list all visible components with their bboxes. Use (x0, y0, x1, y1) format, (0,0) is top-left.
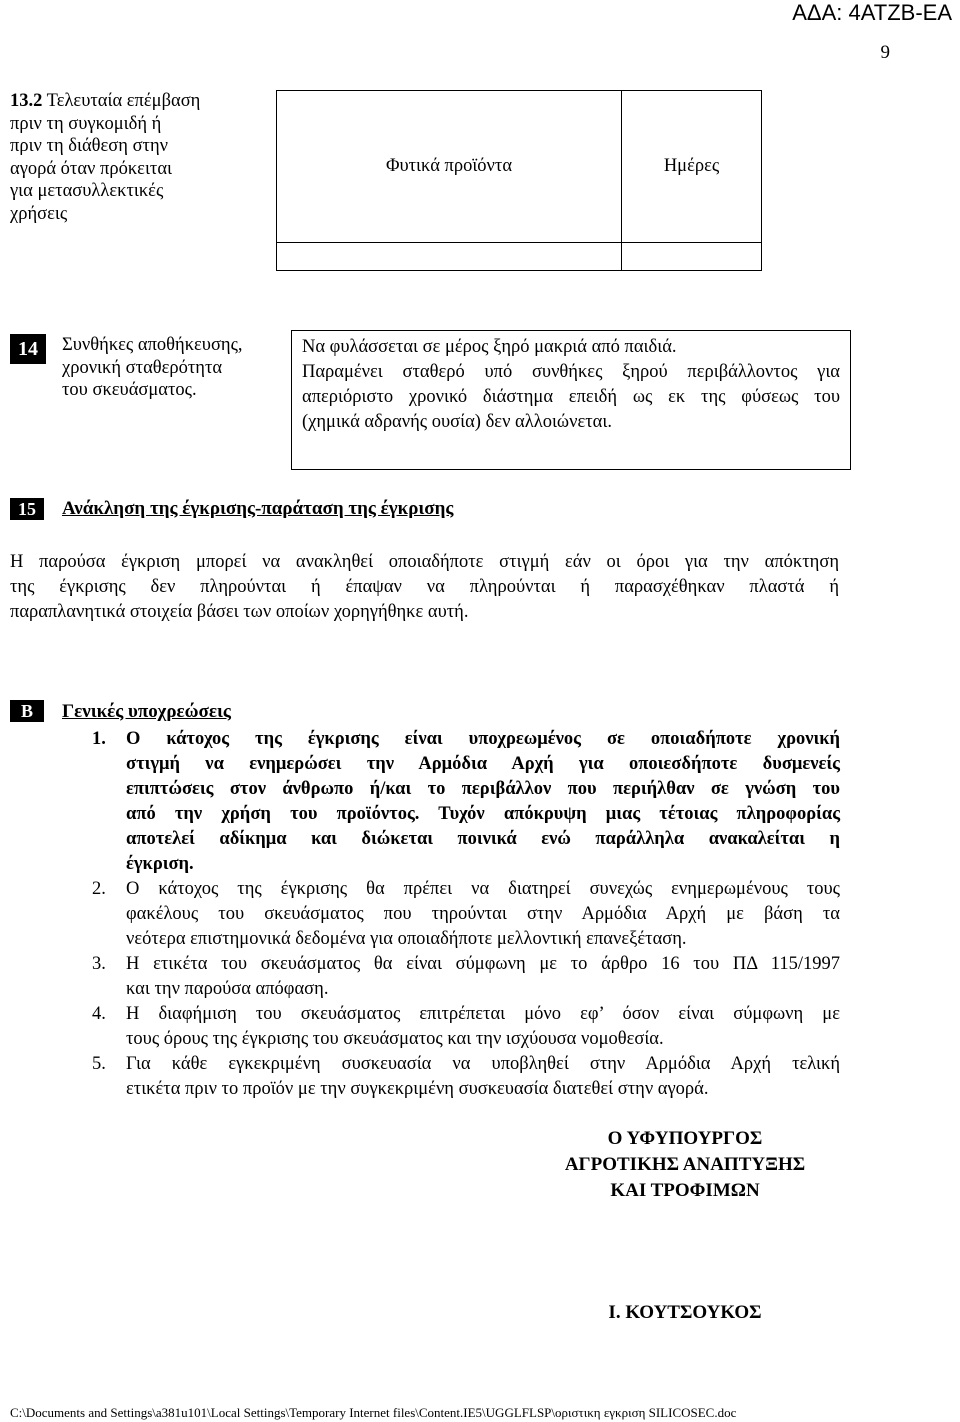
item-number: 4. (92, 1004, 106, 1024)
item-number: 5. (92, 1054, 106, 1074)
list-item (92, 1002, 840, 1052)
section-15-heading: Ανάκληση της έγκρισης-παράταση της έγκρισης (62, 498, 454, 519)
label-line: Συνθήκες αποθήκευσης, (62, 335, 243, 355)
section-number: 13.2 (10, 91, 43, 111)
item-number: 2. (92, 879, 106, 899)
section-15-paragraph (10, 550, 839, 625)
label-line: αγορά όταν πρόκειται (10, 158, 173, 179)
label-line: 13.2 Τελευταία επέμβαση (10, 91, 201, 111)
text-line: και την παρούσα απόφαση. (126, 979, 329, 999)
text-line: νεότερα επιστημονικά δεδομένα για οποιαδήποτε μελλοντική επανεξέταση. (126, 929, 687, 949)
section-14-number-box: 14 (10, 334, 46, 364)
section-b-letter-box: Β (10, 700, 44, 722)
table-cell (277, 243, 622, 271)
text-line: παραπλανητικά στοιχεία βάσει των οποίων χορηγήθηκε αυτή. (10, 602, 469, 622)
label-line: για μετασυλλεκτικές (10, 181, 164, 201)
signer-name: Ι. ΚΟΥΤΣΟΥΚΟΣ (608, 1302, 762, 1323)
text-line: ετικέτα πριν το προϊόν με την συγκεκριμένη συσκευασία διατεθεί στην αγορά. (126, 1079, 709, 1099)
title-line: ΚΑΙ ΤΡΟΦΙΜΩΝ (610, 1180, 760, 1201)
label-line: πριν τη διάθεση στην (10, 136, 169, 156)
table-cell (622, 243, 762, 271)
title-line: ΑΓΡΟΤΙΚΗΣ ΑΝΑΠΤΥΞΗΣ (564, 1154, 806, 1175)
plant-products-table (276, 90, 762, 271)
text-line: Ο κάτοχος της έγκρισης θα πρέπει να διατηρεί συνεχώς ενημερωμένους τους (126, 879, 840, 899)
text-line: Για κάθε εγκεκριμένη συσκευασία να υποβληθεί στην Αρμόδια Αρχή τελική (126, 1054, 840, 1074)
text-line: στιγμή να ενημερώσει την Αρμόδια Αρχή για οποιεσδήποτε δυσμενείς (126, 754, 840, 774)
label-line: του σκευάσματος. (62, 380, 197, 400)
title-line: Ο ΥΦΥΠΟΥΡΓΟΣ (607, 1128, 763, 1149)
text-line: Η παρούσα έγκριση μπορεί να ανακληθεί οποιαδήποτε στιγμή εάν οι όροι για την απόκτηση (10, 552, 839, 572)
label-line: πριν τη συγκομιδή ή (10, 113, 162, 134)
text-line: από την χρήση του προϊόντος. Τυχόν απόκρυψη μιας τέτοιας πληροφορίας (126, 804, 840, 824)
obligations-list (92, 727, 840, 1102)
text-line: επιπτώσεις στον άνθρωπο ή/και το περιβάλλον που περιήλθαν σε γνώση του (126, 779, 840, 799)
text-line: απεριόριστο χρονικό διάστημα επειδή ως εκ της φύσεως του (302, 387, 840, 407)
text-line: αποτελεί αδίκημα και διώκεται ποινικά ενώ παράλληλα ανακαλείται η (126, 829, 840, 849)
list-item (92, 727, 840, 877)
ada-code: ΑΔΑ: 4ΑΤΖΒ-ΕΑ (792, 0, 952, 25)
section-13-2-label (10, 90, 260, 225)
section-15-number-box: 15 (10, 498, 44, 520)
list-item (92, 877, 840, 952)
list-item (92, 1052, 840, 1102)
text-line: Ο κάτοχος της έγκρισης είναι υποχρεωμένος σε οποιαδήποτε χρονική (126, 729, 840, 749)
text-line: φακέλους του σκευάσματος που τηρούνται στην Αρμόδια Αρχή με βάση τα (126, 904, 840, 924)
text-line: Η διαφήμιση του σκευάσματος επιτρέπεται μόνο εφ’ όσον είναι σύμφωνη με (126, 1004, 840, 1024)
col-header-days: Ημέρες (622, 91, 762, 243)
page-number: 9 (880, 42, 890, 63)
label-line: χρονική σταθερότητα (62, 357, 223, 378)
item-number: 3. (92, 954, 106, 974)
signer-title (520, 1126, 850, 1204)
item-number: 1. (92, 729, 106, 749)
text-line: της έγκρισης δεν πληρούνται ή έπαψαν να πληρούνται ή παρασχέθηκαν πλαστά ή (10, 577, 839, 597)
footer-file-path: C:\Documents and Settings\a381u101\Local Settings\Temporary Internet files\Content.IE5\UGGLFLSP\οριστικη εγκριση SILICOSEC.doc (10, 1405, 737, 1420)
text-line: τους όρους της έγκρισης του σκευάσματος και την ισχύουσα νομοθεσία. (126, 1029, 664, 1049)
section-b-heading: Γενικές υποχρεώσεις (62, 701, 231, 722)
section-14-label (62, 334, 287, 402)
label-line: χρήσεις (10, 203, 68, 224)
text-line: Να φυλάσσεται σε μέρος ξηρό μακριά από παιδιά. (302, 337, 677, 357)
text-line: (χημικά αδρανής ουσία) δεν αλλοιώνεται. (302, 412, 612, 432)
text-line: Η ετικέτα του σκευάσματος θα είναι σύμφωνη με το άρθρο 16 του ΠΔ 115/1997 (126, 954, 840, 974)
storage-conditions-box (291, 330, 851, 470)
col-header-plant-products: Φυτικά προϊόντα (277, 91, 622, 243)
text-line: Παραμένει σταθερό υπό συνθήκες ξηρού περιβάλλοντος για (302, 362, 840, 382)
list-item (92, 952, 840, 1002)
text-line: έγκριση. (126, 854, 194, 874)
